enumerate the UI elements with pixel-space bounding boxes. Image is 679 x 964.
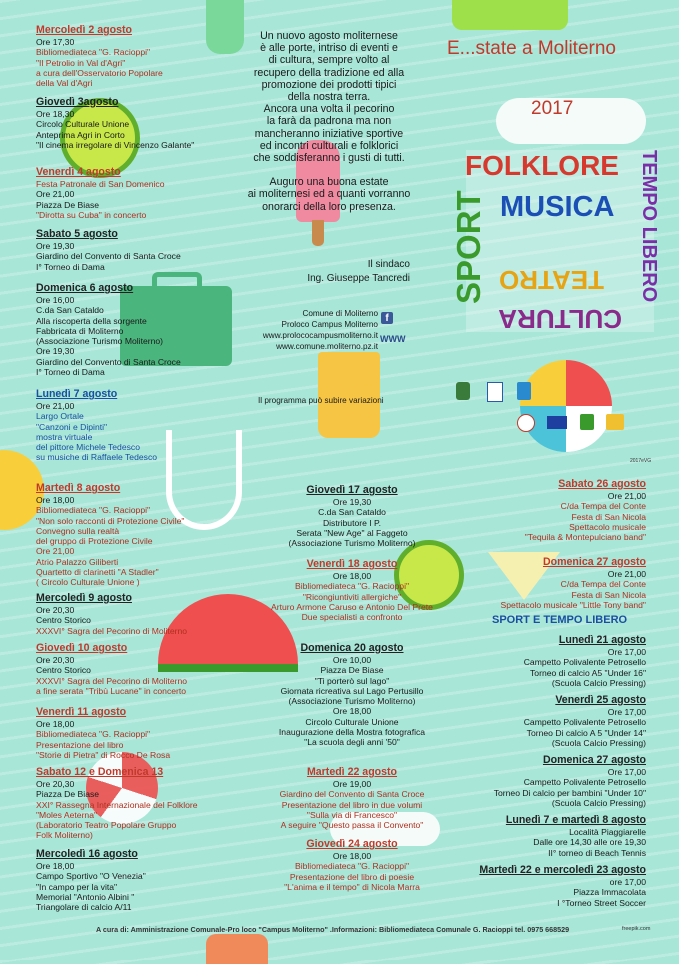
event-date: Sabato 26 agosto — [558, 478, 646, 490]
folklore-word: FOLKLORE — [465, 150, 619, 181]
event-9-agosto: Mercoledì 9 agosto Ore 20,30 Centro Storico XXXVI° Sagra del Pecorino di Moliterno — [36, 592, 188, 636]
organizer-proloco: Proloco Campus Moliterno — [281, 320, 378, 329]
event-date: Giovedì 17 agosto — [306, 484, 398, 496]
mayor-role: Il sindaco — [367, 259, 410, 270]
event-date: Giovedì 3agosto — [36, 96, 119, 108]
event-16-agosto: Mercoledì 16 agosto Ore 18,00 Campo Sportivo "O Venezia" "In campo per la vita" Memorial "Antonio Albini " Triangolare di calcio A/11 — [36, 848, 146, 913]
event-17-agosto: Giovedì 17 agosto Ore 19,30 C.da San Cataldo Distributore I P. Serata "New Age" al Faggeto (Associazione Turismo Moliterno) — [262, 484, 442, 548]
mayor-name: Ing. Giuseppe Tancredi — [307, 273, 410, 284]
variations-note: Il programma può subire variazioni — [258, 396, 384, 405]
orange-drink-top-decoration — [452, 0, 568, 30]
organizer-site-comune[interactable]: www.comune.moliterno.pz.it — [276, 342, 378, 351]
event-6-agosto: Domenica 6 agosto Ore 16,00 C.da San Cataldo Alla riscoperta della sorgente Fabbricata di Moliterno (Associazione Turismo Moliterno) Ore 19,30 Giardino del Convento di Santa Croce I° Torneo di Dama — [36, 282, 181, 378]
event-10-agosto: Giovedì 10 agosto Ore 20,30 Centro Storico XXXVI° Sagra del Pecorino di Moliterno a fine serata "Tribù Lucane" in concerto — [36, 642, 188, 696]
event-date: Mercoledì 9 agosto — [36, 592, 132, 604]
event-date: Giovedì 24 agosto — [306, 838, 398, 850]
event-date: Martedì 22 e mercoledì 23 agosto — [479, 864, 646, 876]
beach-ball-decoration — [520, 360, 612, 452]
event-7-agosto: Lunedì 7 agosto Ore 21,00 Largo Ortale "Canzoni e Dipinti" mostra virtuale del pittore Michele Tedesco su musiche di Raffaele Tedesco — [36, 388, 158, 463]
event-20-agosto: Domenica 20 agosto Ore 10,00 Piazza De Biase "Ti porterò sul lago" Giornata ricreativa sul Lago Pertusillo (Associazione Turismo Moliterno) Ore 18,00 Circolo Culturale Unione Inaugurazione della Mostra fotografica "La scuola degli anni '50" — [262, 642, 442, 748]
event-22-agosto: Martedì 22 agosto Ore 19,00 Giardino del Convento di Santa Croce Presentazione del libro in due volumi "Sulla via di Francesco" A seguire "Questo passa il Convento" — [262, 766, 442, 830]
event-date: Lunedì 21 agosto — [558, 634, 646, 646]
event-date: Venerdì 18 agosto — [306, 558, 398, 570]
event-date: Venerdì 25 agosto — [555, 694, 646, 706]
organizers-block — [210, 308, 378, 352]
event-4-agosto: Venerdì 4 agosto Festa Patronale di San Domenico Ore 21,00 Piazza De Biase "Dirotta su Cuba" in concerto — [36, 166, 165, 220]
teatro-word: TEATRO — [499, 265, 604, 295]
logo-gal-icon — [580, 414, 594, 430]
event-date: Domenica 20 agosto — [300, 642, 404, 654]
event-18-agosto: Venerdì 18 agosto Ore 18,00 Bibliomediateca "G. Racioppi" "Ricongiuntiviti allergiche" Arturo Armone Caruso e Antonio Del Prete Due specialisti a confronto — [262, 558, 442, 622]
event-date: Martedì 22 agosto — [306, 766, 398, 778]
sport-event-22-23-agosto: Martedì 22 e mercoledì 23 agosto ore 17,00 Piazza Immacolata I °Torneo Street Soccer — [446, 864, 646, 908]
event-date: Sabato 12 e Domenica 13 — [36, 766, 164, 778]
logo-proloco-icon — [487, 382, 503, 402]
event-date: Venerdì 4 agosto — [36, 166, 121, 178]
event-date: Giovedì 10 agosto — [36, 642, 128, 654]
event-11-agosto: Venerdì 11 agosto Ore 18,00 Bibliomediateca "G. Racioppi" Presentazione del libro "Storie di Pietra" di Rocco De Rosa — [36, 706, 171, 760]
sport-word: SPORT — [450, 190, 487, 304]
event-date: Mercoledì 16 agosto — [36, 848, 138, 860]
mayor-signature — [270, 258, 410, 286]
year-label: 2017 — [531, 98, 574, 119]
event-date: Lunedì 7 agosto — [36, 388, 118, 400]
organizer-site-proloco[interactable]: www.prolococampusmoliterno.it — [262, 331, 378, 340]
event-date: Mercoledì 2 agosto — [36, 24, 132, 36]
event-2-agosto: Mercoledì 2 agosto Ore 17,30 Bibliomediateca "G. Racioppi" "Il Petrolio in Val d'Agri" a cura dell'Osservatorio Popolare della Val d'Agri — [36, 24, 163, 89]
event-date: Domenica 27 agosto — [542, 754, 646, 766]
event-27-agosto: Domenica 27 agosto Ore 21,00 C/da Tempa del Conte Festa di San Nicola Spettacolo musicale "Little Tony band" — [450, 556, 646, 610]
lolly-stick-decoration — [312, 220, 324, 246]
page-title: E...state a Moliterno — [447, 38, 616, 59]
credit-label: 2017eVG — [630, 458, 652, 464]
sport-heading: SPORT E TEMPO LIBERO — [492, 614, 628, 626]
event-26-agosto: Sabato 26 agosto Ore 21,00 C/da Tempa del Conte Festa di San Nicola Spettacolo musicale "Tequila & Montepulciano band" — [470, 478, 646, 542]
logo-leader-icon — [606, 414, 624, 430]
event-date: Venerdì 11 agosto — [36, 706, 127, 718]
event-5-agosto: Sabato 5 agosto Ore 19,30 Giardino del Convento di Santa Croce I° Torneo di Dama — [36, 228, 181, 272]
sport-event-7-8-agosto: Lunedì 7 e martedì 8 agosto Località Piaggiarelle Dalle ore 14,30 alle ore 19,30 II° torneo di Beach Tennis — [470, 814, 646, 858]
event-24-agosto: Giovedì 24 agosto Ore 18,00 Bibliomediateca "G. Racioppi" Presentazione del libro di poesie "L'anima e il tempo" di Nicola Marra — [262, 838, 442, 892]
event-date: Sabato 5 agosto — [36, 228, 118, 240]
event-date: Domenica 6 agosto — [36, 282, 134, 294]
www-icon: WWW — [380, 334, 406, 344]
sport-event-25-agosto: Venerdì 25 agosto Ore 17,00 Campetto Polivalente Petrosello Torneo Di calcio A 5 "Under 14" (Scuola Calcio Pressing) — [470, 694, 646, 748]
drink-glass-decoration — [318, 352, 380, 438]
logo-comune-icon — [456, 382, 470, 400]
tempo-libero-word: TEMPO LIBERO — [638, 150, 660, 303]
event-12-13-agosto: Sabato 12 e Domenica 13 Ore 20,30 Piazza De Biase XXI° Rassegna Internazionale del Folklore "Moles Aeterna" (Laboratorio Teatro Popolare Gruppo Folk Moliterno) — [36, 766, 198, 841]
logo-republic-icon — [517, 414, 535, 432]
sport-event-27-agosto: Domenica 27 agosto Ore 17,00 Campetto Polivalente Petrosello Torneo Di calcio per bambini "Under 10" (Scuola Calcio Pressing) — [470, 754, 646, 808]
intro-text: Un nuovo agosto moliternese è alle porte, intriso di eventi e di cultura, sempre volto al recupero della tradizione ed alla promozione dei prodotti tipici della nostra terra. Ancora una volta il pecorino la farà da padrona ma non mancheranno iniziative sportive ed incontri culturali e folklorici che soddisferanno i gusti di tutti. Auguro una buona estate ai moliternesi ed a quanti vorranno onorarci della loro presenza. — [247, 30, 411, 213]
logo-region-icon — [517, 382, 531, 400]
event-date: Domenica 27 agosto — [542, 556, 646, 568]
footer-credits: A cura di: Amministrazione Comunale-Pro loco "Campus Moliterno" .Informazioni: Bibliomediateca Comunale G. Racioppi tel. 0975 668529 — [96, 925, 570, 934]
sport-event-21-agosto: Lunedì 21 agosto Ore 17,00 Campetto Polivalente Petrosello Torneo di calcio A5 "Under 16" (Scuola Calcio Pressing) — [470, 634, 646, 688]
event-date: Martedì 8 agosto — [36, 482, 121, 494]
event-3-agosto: Giovedì 3agosto Ore 18,30 Circolo Culturale Unione Anteprima Agri in Corto "Il cinema irregolare di Vincenzo Galante" — [36, 96, 195, 150]
facebook-icon: f — [381, 312, 393, 324]
organizer-comune: Comune di Moliterno — [302, 309, 378, 318]
musica-word: MUSICA — [500, 191, 615, 223]
event-8-agosto: Martedì 8 agosto Ore 18,00 Bibliomediateca "G. Racioppi" "Non solo racconti di Protezione Civile" Convegno sulla realtà del gruppo di Protezione Civile Ore 21,00 Atrio Palazzo Giliberti Quartetto di clarinetti "A Stadler" ( Circolo Culturale Unione ) — [36, 482, 185, 588]
footer-source: freepik.com — [622, 926, 651, 932]
cultura-word: CULTURA — [498, 304, 622, 334]
event-date: Lunedì 7 e martedì 8 agosto — [505, 814, 646, 826]
logo-eu-icon — [547, 416, 567, 429]
